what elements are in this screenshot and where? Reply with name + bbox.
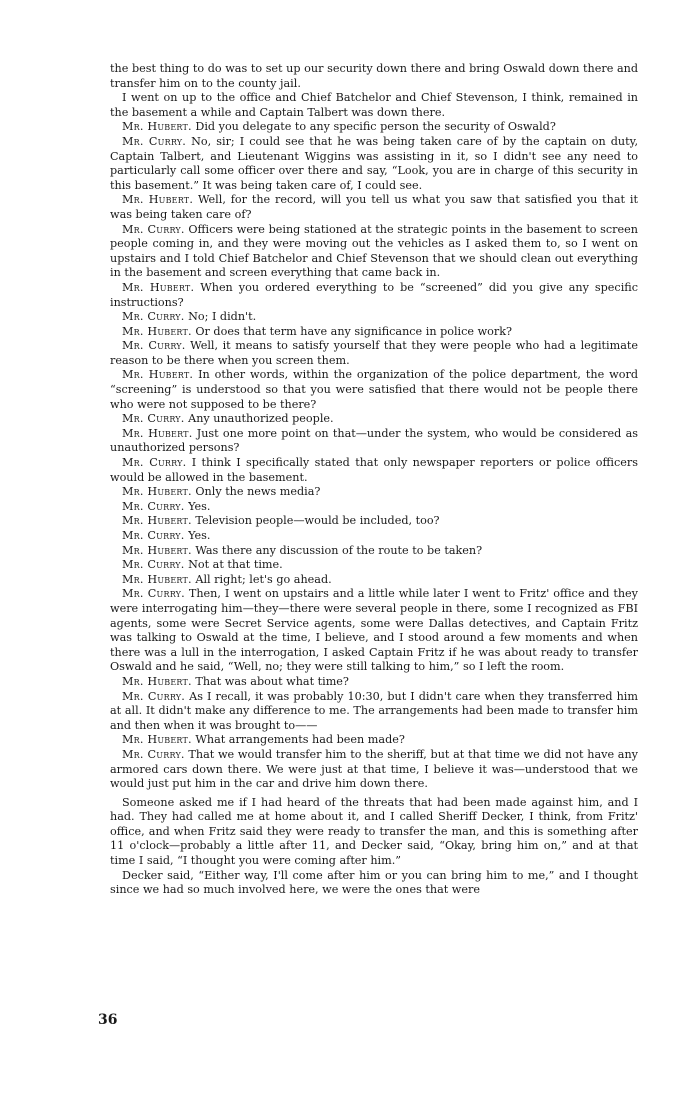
transcript-paragraph: [110, 869, 638, 898]
transcript-paragraph: [110, 558, 638, 573]
transcript-paragraph: [110, 91, 638, 120]
transcript-paragraph: [110, 748, 638, 792]
transcript-paragraph: [110, 675, 638, 690]
transcript-paragraph: [110, 310, 638, 325]
speaker-name: Mr. Curry.: [122, 222, 185, 236]
transcript-paragraph: [110, 456, 638, 485]
transcript-paragraph: [110, 281, 638, 310]
speaker-name: Mr. Hubert.: [122, 324, 192, 338]
transcript-paragraph: [110, 120, 638, 135]
speaker-name: Mr. Curry.: [122, 529, 185, 542]
transcript-paragraph: [110, 514, 638, 529]
speech-text: Yes.: [188, 499, 211, 513]
speech-text: the best thing to do was to set up our security down there and bring Oswald down there and transfer him on to the county jail.: [110, 62, 638, 90]
speaker-name: Mr. Hubert.: [122, 193, 194, 207]
speaker-name: Mr. Hubert.: [122, 514, 192, 528]
speech-text: Did you delegate to any specific person the security of Oswald?: [195, 120, 556, 134]
speaker-name: Mr. Hubert.: [122, 120, 192, 134]
speech-text: When you ordered everything to be “screened” did you give any specific instructions?: [110, 280, 638, 309]
speech-text: Was there any discussion of the route to be taken?: [195, 543, 483, 557]
transcript-paragraph: [110, 587, 638, 675]
speaker-name: Mr. Curry.: [122, 499, 185, 513]
speech-text: Not at that time.: [188, 558, 283, 572]
transcript-paragraph: [110, 427, 638, 456]
transcript-paragraph: [110, 325, 638, 340]
transcript-paragraph: [110, 62, 638, 91]
speaker-name: Mr. Hubert.: [122, 426, 193, 440]
transcript-paragraph: [110, 573, 638, 588]
page-number: 36: [98, 1012, 118, 1028]
transcript-paragraph: [110, 135, 638, 193]
speaker-name: Mr. Hubert.: [122, 485, 192, 499]
speech-text: I went on up to the office and Chief Batchelor and Chief Stevenson, I think, remained in the basement a while and Captain Talbert was down there.: [110, 91, 638, 119]
speaker-name: Mr. Curry.: [122, 456, 187, 470]
speech-text: Any unauthorized people.: [188, 412, 334, 426]
transcript-paragraph: [110, 193, 638, 222]
speech-text: What arrangements had been made?: [195, 733, 405, 747]
transcript-paragraph: [110, 529, 638, 544]
speaker-name: Mr. Curry.: [122, 134, 187, 148]
speech-text: No; I didn't.: [188, 310, 257, 324]
speaker-name: Mr. Hubert.: [122, 280, 195, 294]
speech-text: That we would transfer him to the sheriff, but at that time we did not have any armored cars down there. We were just at that time, I believe it was—understood that we would just put him in the car and drive him down there.: [110, 747, 638, 791]
speech-text: That was about what time?: [195, 674, 349, 688]
transcript-paragraph: [110, 796, 638, 869]
transcript-paragraph: [110, 223, 638, 281]
transcript-paragraph: [110, 544, 638, 559]
speaker-name: Mr. Hubert.: [122, 572, 192, 586]
speaker-name: Mr. Hubert.: [122, 733, 192, 747]
transcript-paragraph: [110, 500, 638, 515]
speech-text: Decker said, “Either way, I'll come after him or you can bring him to me,” and I thought since we had so much involved here, we were the ones that were: [110, 868, 638, 897]
speech-text: No, sir; I could see that he was being taken care of by the captain on duty, Captain Talbert, and Lieutenant Wiggins was assisting in it, so I didn't see any need to particularly call some officer over there and say, “Look, you are in charge of this security in this basement.” It was being taken care of, I could see.: [110, 134, 638, 192]
speaker-name: Mr. Hubert.: [122, 543, 192, 557]
speaker-name: Mr. Curry.: [122, 558, 185, 572]
speaker-name: Mr. Curry.: [122, 689, 186, 703]
transcript-paragraph: [110, 690, 638, 734]
speech-text: Well, for the record, will you tell us what you saw that satisfied you that it was being taken care of?: [110, 193, 638, 221]
speech-text: As I recall, it was probably 10:30, but I didn't care when they transferred him at all. It didn't make any difference to me. The arrangements had been made to transfer him and then when it was brought to——: [110, 689, 638, 732]
speech-text: Someone asked me if I had heard of the threats that had been made against him, and I had. They had called me at home about it, and I called Sheriff Decker, I think, from Fritz' office, and when Fritz said they were ready to transfer the man, and this is something after 11 o'clock—probably a little after 11, and Decker said, “Okay, bring him on,” and at that time I said, “I thought you were coming after him.”: [110, 795, 638, 868]
transcript-paragraph: [110, 733, 638, 748]
speaker-name: Mr. Hubert.: [122, 368, 194, 382]
speech-text: Only the news media?: [195, 485, 321, 499]
speech-text: Television people—would be included, too?: [195, 514, 440, 528]
speech-text: Officers were being stationed at the strategic points in the basement to screen people coming in, and they were moving out the vehicles as I asked them to, so I went on upstairs and I told Chief Batchelor and Chief Stevenson that we should clean out everything in the basement and screen everything that came back in.: [110, 222, 638, 280]
speech-text: In other words, within the organization of the police department, the word “screening” is understood so that you were satisfied that there would not be people there who were not supposed to be there?: [110, 368, 638, 411]
speech-text: All right; let's go ahead.: [195, 572, 332, 586]
transcript-paragraph: [110, 368, 638, 412]
speech-text: Or does that term have any significance in police work?: [195, 324, 513, 338]
speaker-name: Mr. Curry.: [122, 747, 185, 761]
speaker-name: Mr. Curry.: [122, 587, 185, 601]
speech-text: Well, it means to satisfy yourself that they were people who had a legitimate reason to be there when you screen them.: [110, 339, 638, 367]
speaker-name: Mr. Hubert.: [122, 674, 192, 688]
transcript-paragraph: [110, 412, 638, 427]
speech-text: Just one more point on that—under the system, who would be considered as unauthorized persons?: [110, 426, 638, 455]
speech-text: I think I specifically stated that only newspaper reporters or police officers would be allowed in the basement.: [110, 456, 638, 484]
transcript-page: [110, 62, 638, 898]
speech-text: Then, I went on upstairs and a little while later I went to Fritz' office and they were interrogating him—they—there were several people in there, some I recognized as FBI agents, some were Secret Service agents, some were Dallas detectives, and Captain Fritz was talking to Oswald at the time, I believe, and I stood around a few moments and when there was a lull in the interrogation, I asked Captain Fritz if he was about ready to transfer Oswald and he said, “Well, no; they were still talking to him,” so I left the room.: [110, 587, 638, 674]
speaker-name: Mr. Curry.: [122, 412, 185, 426]
transcript-paragraph: [110, 485, 638, 500]
speech-text: Yes.: [188, 529, 211, 542]
speaker-name: Mr. Curry.: [122, 310, 185, 324]
speaker-name: Mr. Curry.: [122, 339, 186, 353]
transcript-paragraph: [110, 339, 638, 368]
